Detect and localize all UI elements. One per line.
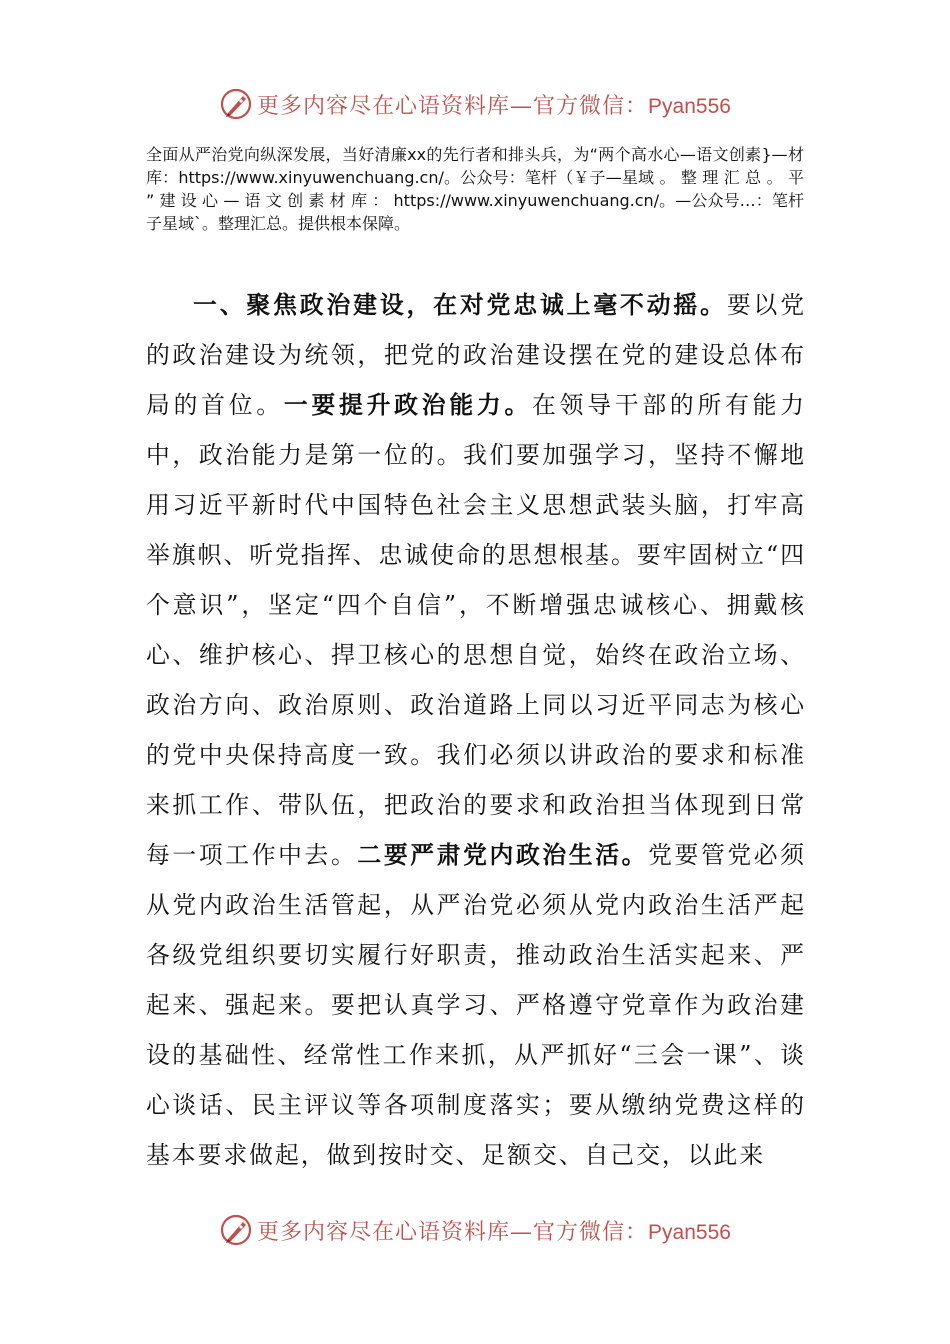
banner-text: 更多内容尽在心语资料库—官方微信：Pyan556 bbox=[257, 93, 731, 119]
body-text: 在领导干部的所有能力中，政治能力是第一位的。我们要加强学习，坚持不懈地用习近平新时代中国特色社会主义思想武装头脑，打牢高举旗帜、听党指挥、忠诚使命的思想根基。要牢固树立“四个意识”，坚定“四个自信”，不断增强忠诚核心、拥戴核心、维护核心、捍卫核心的思想自觉，始终在政治立场、政治方向、政治原则、政治道路上同以习近平同志为核心的党中央保持高度一致。我们必须以讲政治的要求和标准来抓工作、带队伍，把政治的要求和政治担当体现到日常每一项工作中去。 bbox=[146, 391, 807, 869]
main-text bbox=[146, 280, 806, 1180]
footer-banner bbox=[0, 1210, 950, 1250]
pen-logo-icon bbox=[219, 87, 253, 121]
intro-paragraph: 全面从严治党向纵深发展，当好清廉xx的先行者和排头兵，为“两个高水心—语文创素}—材库：https://www.xinyuwenchuang.cn/。公众号：笔杆（￥子—星域 。 整 理 汇 总 。 平 ” 建 设 心 — 语 文 创 素 材 库 ： https://www.xinyuwenchuang.cn/。—公众号…：笔杆子星域`。整理汇总。提供根本保障。 bbox=[146, 145, 804, 233]
pen-logo-icon bbox=[219, 1213, 253, 1247]
body-paragraph bbox=[146, 280, 806, 1180]
header-banner bbox=[0, 84, 950, 124]
subheading-1: 一要提升政治能力。 bbox=[283, 391, 533, 419]
body-text: 党要管党必须从党内政治生活管起，从严治党必须从党内政治生活严起各级党组织要切实履行好职责，推动政治生活实起来、严起来、强起来。要把认真学习、严格遵守党章作为政治建设的基础性、经常性工作来抓，从严抓好“三会一课”、谈心谈话、民主评议等各项制度落实；要从缴纳党费这样的基本要求做起，做到按时交、足额交、自己交，以此来 bbox=[146, 841, 807, 1169]
banner-text: 更多内容尽在心语资料库—官方微信：Pyan556 bbox=[257, 1219, 731, 1245]
subheading-2: 二要严肃党内政治生活。 bbox=[357, 841, 649, 869]
banner-wechat-id: Pyan556 bbox=[648, 1220, 731, 1244]
body-text: 要以党的政治建设为统领，把党的政治建设摆在党的建设总体布局的首位。 bbox=[146, 291, 807, 419]
section-heading: 一、聚焦政治建设，在对党忠诚上毫不动摇。 bbox=[193, 291, 727, 319]
banner-wechat-id: Pyan556 bbox=[648, 94, 731, 118]
